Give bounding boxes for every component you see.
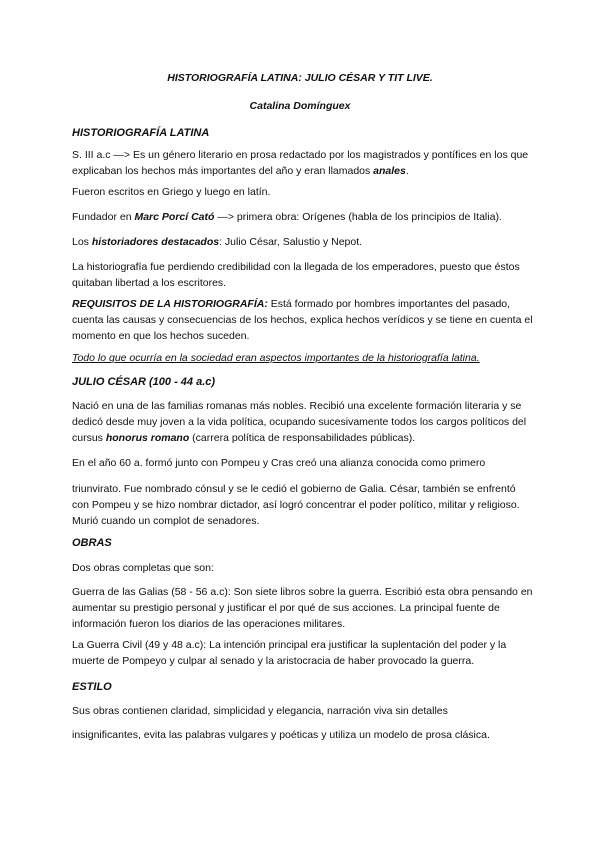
text: . bbox=[405, 165, 409, 177]
paragraph-estilo-1: Sus obras contienen claridad, simplicidad y elegancia, narración viva sin detalles bbox=[72, 705, 448, 717]
paragraph-estilo-2: insignificantes, evita las palabras vulgares y poéticas y utiliza un modelo de prosa clásica. bbox=[72, 729, 490, 741]
paragraph-obras-2: Guerra de las Galias (58 - 56 a.c): Son siete libros sobre la guerra. Escribió esta obra pensando en aumentar su prestigio personal y justificar el por qué de sus acciones. La principal fuente de información fueron los diarios de las operaciones militares. bbox=[72, 586, 533, 630]
paragraph-julio-1 bbox=[72, 398, 534, 446]
text: Fundador en bbox=[72, 211, 135, 223]
text: —> primera obra: Orígenes (habla de los principios de Italia). bbox=[214, 211, 502, 223]
document-title: HISTORIOGRAFÍA LATINA: JULIO CÉSAR Y TIT LIVE. bbox=[167, 72, 433, 84]
heading-julio-cesar: JULIO CÉSAR (100 - 44 a.c) bbox=[72, 376, 216, 388]
paragraph-historiografia-3 bbox=[72, 209, 534, 225]
paragraph-julio-3: triunvirato. Fue nombrado cónsul y se le cedió el gobierno de Galia. César, también se enfrentó con Pompeu y se hizo nombrar dictador, así logró concentrar el poder político, militar y religioso. Murió cuando un complot de senadores. bbox=[72, 483, 520, 527]
paragraph-julio-2: En el año 60 a. formó junto con Pompeu y Cras creó una alianza conocida como primero bbox=[72, 457, 486, 469]
heading-obras: OBRAS bbox=[72, 537, 112, 549]
document-author: Catalina Domínguex bbox=[249, 100, 351, 112]
text: Está formado por hombres importantes del pasado, cuenta las causas y consecuencias de los hechos, explica hechos verídicos y se tiene en cuenta el momento en que los hechos suceden. bbox=[72, 298, 533, 342]
text: Los bbox=[72, 236, 92, 248]
paragraph-requisitos bbox=[72, 296, 534, 344]
text: Nació en una de las familias romanas más nobles. Recibió una excelente formación literaria y se dedicó desde muy joven a la vida política, ocupando sucesivamente todos los cargos políticos del cursus bbox=[72, 400, 527, 444]
text: (carrera política de responsabilidades públicas). bbox=[189, 432, 416, 444]
paragraph-historiografia-4 bbox=[72, 234, 534, 250]
text: S. III a.c —> Es un género literario en prosa redactado por los magistrados y pontífices en los que explicaban los hechos más importantes del año y eran llamados bbox=[72, 149, 529, 177]
term-marc-porci-cato: Marc Porcí Cató bbox=[134, 211, 215, 223]
term-honorus-romano: honorus romano bbox=[105, 432, 190, 444]
paragraph-obras-1: Dos obras completas que son: bbox=[72, 562, 214, 574]
paragraph-historiografia-underlined: Todo lo que ocurría en la sociedad eran aspectos importantes de la historiografía latina. bbox=[72, 352, 480, 364]
paragraph-historiografia-5: La historiografía fue perdiendo credibilidad con la llegada de los emperadores, puesto que éstos quitaban libertad a los escritores. bbox=[72, 261, 520, 289]
requisitos-heading: REQUISITOS DE LA HISTORIOGRAFÍA: bbox=[72, 298, 268, 310]
paragraph-historiografia-2: Fueron escritos en Griego y luego en latín. bbox=[72, 186, 271, 198]
term-anales: anales bbox=[373, 165, 406, 177]
paragraph-historiografia-1 bbox=[72, 147, 534, 179]
term-historiadores-destacados: historiadores destacados bbox=[91, 236, 220, 248]
heading-estilo: ESTILO bbox=[72, 681, 112, 693]
heading-historiografia: HISTORIOGRAFÍA LATINA bbox=[72, 127, 210, 139]
paragraph-obras-3: La Guerra Civil (49 y 48 a.c): La intención principal era justificar la suplentación del poder y la muerte de Pompeyo y culpar al senado y la aristocracia de haber provocado la guerra. bbox=[72, 639, 507, 667]
text: : Julio César, Salustio y Nepot. bbox=[219, 236, 363, 248]
